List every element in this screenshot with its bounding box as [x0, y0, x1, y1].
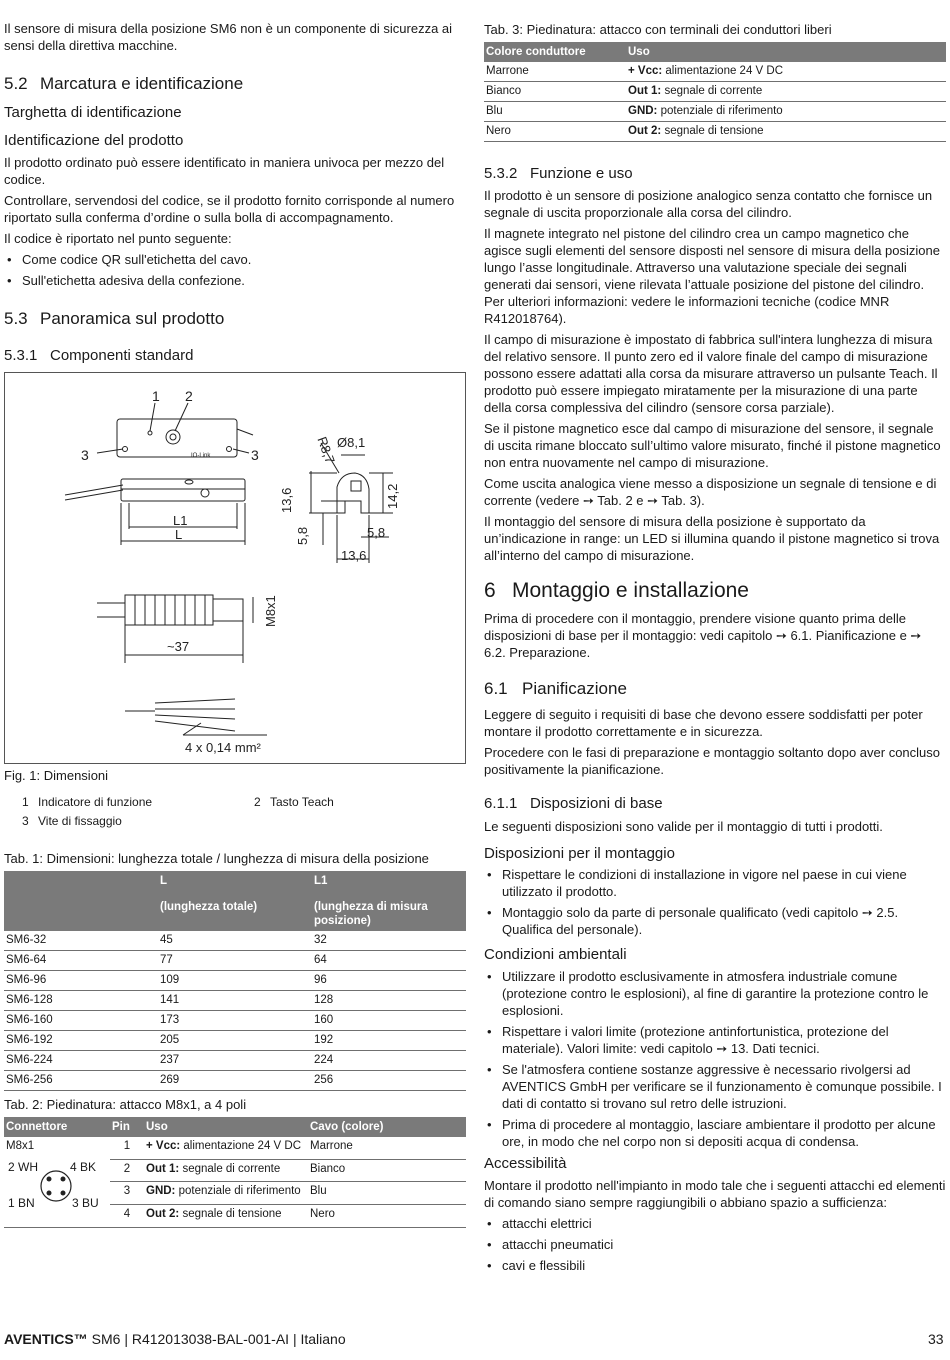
paragraph: Montare il prodotto nell'impianto in modo tale che i seguenti attacchi ed elementi di comando siano sempre raggiungibili o abbiano spazio a sufficienza: — [484, 1178, 946, 1210]
sensor-side-view — [121, 479, 245, 501]
table-cell: SM6-224 — [4, 1051, 158, 1071]
section-title: Pianificazione — [522, 679, 627, 698]
table-cell: SM6-128 — [4, 991, 158, 1011]
targhetta-heading: Targhetta di identificazione — [4, 104, 182, 121]
table-header: Uso — [626, 42, 946, 62]
intro-paragraph: Il sensore di misura della posizione SM6 non è un componente di sicurezza ai sensi della direttiva macchine. — [4, 21, 453, 53]
table-row — [4, 951, 466, 971]
list-item: • Se l'atmosfera contiene sostanze aggressive è necessario rivolgersi ad AVENTICS GmbH per verificare se il funzionamento è comunque possibile. I dati di contatto si trovano sul retro delle istruzioni. — [484, 1061, 946, 1112]
list-item: • Rispettare le condizioni di installazione in vigore nel paese in cui viene utilizzato il prodotto. — [484, 866, 946, 900]
table-header — [4, 871, 158, 931]
dim-13-6-vertical: 13,6 — [279, 487, 294, 513]
figure-caption: Fig. 1: Dimensioni — [4, 768, 109, 783]
paragraph: Il prodotto ordinato può essere identificato in maniera univoca per mezzo del codice. — [4, 155, 445, 187]
cable — [65, 485, 123, 495]
page-footer — [4, 1331, 346, 1347]
list-item: • Come codice QR sull'etichetta del cavo. — [4, 251, 466, 268]
table-cell: 237 — [158, 1051, 312, 1071]
table-header: Pin — [110, 1117, 144, 1137]
table-cell: 45 — [158, 931, 312, 951]
table-cell: SM6-64 — [4, 951, 158, 971]
table-row — [4, 931, 466, 951]
section-5-2-heading — [4, 74, 243, 94]
table-header: Uso — [144, 1117, 308, 1137]
m8-socket-icon — [36, 1166, 76, 1206]
section-title: Panoramica sul prodotto — [40, 309, 225, 328]
paragraph: Controllare, servendosi del codice, se il prodotto fornito corrisponde al numero riportato sulla conferma d’ordine o sulla bolla di accompagnamento. — [4, 193, 455, 225]
table-row — [4, 971, 466, 991]
teach-button-shape — [166, 430, 180, 444]
function-body — [484, 187, 946, 568]
table-3-caption: Tab. 3: Piedinatura: attacco con terminali dei conduttori liberi — [484, 22, 832, 37]
identification-heading: Identificazione del prodotto — [4, 132, 184, 149]
table-3-pinout-free-ends — [484, 42, 946, 142]
paragraph: Il campo di misurazione è impostato di fabbrica sull'intera lunghezza di misura del relativo sensore. Il punto zero ed il valore finale del campo di misurazione possono essere adattati alla corsa da misurare attraverso un pulsante Teach. Il prodotto può essere impiegato miratamente per la misurazione di una parte della corsa complessiva del cilindro (sensore corsa parziale). — [484, 332, 938, 415]
section-title: Componenti standard — [50, 347, 194, 364]
table-row — [4, 1011, 466, 1031]
section-5-3-heading — [4, 309, 224, 329]
chapter-title: Montaggio e installazione — [512, 579, 749, 602]
dim-37: ~37 — [167, 639, 190, 654]
table-header: L (lunghezza totale) — [158, 871, 312, 931]
list-item: • Rispettare i valori limite (protezione antinfortunistica, protezione del materiale). Valori limite: vedi capitolo ➙ 13. Dati tecnici. — [484, 1023, 946, 1057]
section-title: Disposizioni di base — [530, 795, 663, 812]
table-cell: SM6-32 — [4, 931, 158, 951]
planning-body — [484, 706, 946, 782]
table-cell: 173 — [158, 1011, 312, 1031]
table-2-caption: Tab. 2: Piedinatura: attacco M8x1, a 4 poli — [4, 1097, 247, 1112]
table-row: 4 Out 2: segnale di tensione Nero — [4, 1205, 466, 1228]
table-row — [4, 991, 466, 1011]
table-header: Connettore — [4, 1117, 110, 1137]
environment-heading: Condizioni ambientali — [484, 946, 627, 963]
dim-l1: L1 — [173, 513, 188, 528]
profile-cross-section — [337, 473, 369, 513]
table-header: L1 (lunghezza di misura posizione) — [312, 871, 466, 931]
table-cell: 128 — [312, 991, 466, 1011]
dim-radius: R8,7 — [314, 434, 338, 466]
paragraph: Il montaggio del sensore di misura della posizione è supportato da un’indicazione in range: un LED si illumina quando il pistone magnetico si trova all’interno del campo di misurazione. — [484, 514, 940, 563]
list-item: • Montaggio solo da parte di personale qualificato (vedi capitolo ➙ 2.5. Qualifica del personale). — [484, 904, 946, 938]
table-cell: 160 — [312, 1011, 466, 1031]
table-cell: 96 — [312, 971, 466, 991]
table-header: Colore conduttore — [484, 42, 626, 62]
paragraph: Se il pistone magnetico esce dal campo di misurazione del sensore, il segnale di uscita rimane bloccato sull’ultimo valore misurato, finché il pistone magnetico non entra nuovamente nel campo di misurazione. — [484, 421, 941, 470]
table-cell: 256 — [312, 1071, 466, 1091]
document-info: SM6 | R412013038-BAL-001-AI | Italiano — [87, 1331, 346, 1347]
table-cell: SM6-256 — [4, 1071, 158, 1091]
function-indicator-shape — [148, 431, 152, 435]
environment-list — [484, 968, 946, 1154]
table-2-pinout-m8 — [4, 1117, 466, 1228]
paragraph: Il magnete integrato nel pistone del cilindro crea un campo magnetico che agisce sugli elementi del sensore disposti nel sensore di misura della posizione lungo l’asse longitudinale. Attraverso una valutazione speciale dei segnali generati dai sensori, viene rilevata l’attuale posizione del pistone del cilindro. Per ulteriori informazioni: vedere le informazioni tecniche (codice MNR R412018764). — [484, 226, 940, 326]
table-row: Bianco Out 1: segnale di corrente — [484, 82, 946, 102]
accessibility-list — [484, 1215, 946, 1278]
section-number: 5.3 — [4, 309, 28, 328]
list-item: • Prima di procedere al montaggio, lasciare ambientare il prodotto per alcune ore, in modo che nel corpo non si depositi acqua di condensa. — [484, 1116, 946, 1150]
list-item: • Sull'etichetta adesiva della confezione. — [4, 272, 466, 289]
table-cell: 205 — [158, 1031, 312, 1051]
section-number: 5.3.2 — [484, 165, 518, 182]
table-row: Nero Out 2: segnale di tensione — [484, 122, 946, 142]
section-6-1-heading — [484, 679, 627, 699]
label-2: 2 — [185, 388, 193, 404]
dimensions-drawing — [5, 373, 465, 763]
section-6-1-1-heading — [484, 795, 663, 812]
label-1: 1 — [152, 388, 160, 404]
dim-l: L — [175, 527, 183, 542]
brand-name: AVENTICS™ — [4, 1331, 88, 1347]
dim-14-2: 14,2 — [385, 483, 400, 509]
m8-connector — [125, 595, 213, 625]
paragraph: Leggere di seguito i requisiti di base che devono essere soddisfatti per poter montare il prodotto correttamente e in sicurezza. — [484, 707, 923, 739]
section-5-3-2-heading — [484, 165, 633, 182]
table-cell: 32 — [312, 931, 466, 951]
table-row — [4, 1031, 466, 1051]
legend-item: 2 Tasto Teach — [254, 795, 334, 809]
section-number: 5.2 — [4, 74, 28, 93]
table-cell: 192 — [312, 1031, 466, 1051]
section-number: 5.3.1 — [4, 347, 38, 364]
section-title: Funzione e uso — [530, 165, 633, 182]
chapter-number: 6 — [484, 579, 496, 602]
pin-label: 2 WH — [8, 1160, 38, 1174]
chapter-6-heading — [484, 579, 749, 603]
label-3-right: 3 — [251, 447, 259, 463]
accessibility-heading: Accessibilità — [484, 1155, 567, 1172]
table-row: Marrone + Vcc: alimentazione 24 V DC — [484, 62, 946, 82]
wire-section-label: 4 x 0,14 mm² — [185, 740, 261, 755]
table-1-caption: Tab. 1: Dimensioni: lunghezza totale / lunghezza di misura della posizione — [4, 851, 429, 866]
fixing-screw-left — [123, 447, 128, 452]
dim-5-8-horizontal: 5,8 — [367, 525, 386, 540]
section-5-3-1-heading — [4, 347, 193, 364]
paragraph: Come uscita analogica viene messo a disposizione un segnale di tensione e di corrente (vedere ➙ Tab. 2 e ➙ Tab. 3). — [484, 476, 937, 508]
table-row: 3 GND: potenziale di riferimento Blu — [4, 1182, 466, 1205]
paragraph: Le seguenti disposizioni sono valide per il montaggio di tutti i prodotti. — [484, 819, 883, 834]
table-row — [4, 1051, 466, 1071]
fixing-screw-right — [227, 447, 232, 452]
dim-diameter: Ø8,1 — [337, 435, 366, 450]
m8-pin-diagram — [6, 1154, 106, 1216]
paragraph: Prima di procedere con il montaggio, prendere visione quanto prima delle disposizioni di base per il montaggio: vedi capitolo ➙ 6.1. Pianificazione e ➙ 6.2. Preparazione. — [484, 611, 922, 660]
paragraph: Procedere con le fasi di preparazione e montaggio soltanto dopo aver concluso positivamente la pianificazione. — [484, 745, 941, 777]
table-cell: SM6-160 — [4, 1011, 158, 1031]
table-row — [4, 1071, 466, 1091]
list-item: • attacchi elettrici — [484, 1215, 946, 1232]
dimensions-figure — [4, 372, 466, 764]
paragraph: Il prodotto è un sensore di posizione analogico senza contatto che fornisce un segnale di uscita proporzionale alla corsa del cilindro. — [484, 188, 933, 220]
dim-13-6-horizontal: 13,6 — [341, 548, 367, 563]
table-cell: 109 — [158, 971, 312, 991]
dim-m8x1: M8x1 — [263, 595, 278, 627]
section-number: 6.1 — [484, 679, 508, 698]
paragraph: Il codice è riportato nel punto seguente: — [4, 231, 232, 246]
section-number: 6.1.1 — [484, 795, 518, 812]
list-item: • attacchi pneumatici — [484, 1236, 946, 1253]
table-1-dimensions — [4, 871, 466, 1091]
pin-label: 4 BK — [70, 1160, 97, 1174]
table-row: M8x1 2 WH 4 BK 1 BN 3 BU 1 + Vcc: alimentazione 24 V DC Marrone — [4, 1137, 466, 1159]
table-cell: 77 — [158, 951, 312, 971]
table-cell: 224 — [312, 1051, 466, 1071]
table-row: Blu GND: potenziale di riferimento — [484, 102, 946, 122]
table-cell: SM6-192 — [4, 1031, 158, 1051]
legend-item: 1 Indicatore di funzione — [22, 795, 153, 809]
connector-cell: M8x1 2 WH 4 BK 1 BN 3 BU — [4, 1137, 110, 1228]
identification-body — [4, 154, 466, 293]
legend-item: 3 Vite di fissaggio — [22, 814, 122, 828]
mounting-rules-list — [484, 866, 946, 942]
table-cell: SM6-96 — [4, 971, 158, 991]
pin-label: 3 BU — [72, 1196, 99, 1210]
table-cell: 269 — [158, 1071, 312, 1091]
page-number: 33 — [928, 1331, 944, 1347]
section-title: Marcatura e identificazione — [40, 74, 244, 93]
label-3-left: 3 — [81, 447, 89, 463]
sensor-top-view — [117, 419, 237, 457]
dim-5-8-vertical: 5,8 — [295, 526, 310, 545]
table-cell: 141 — [158, 991, 312, 1011]
table-header: Cavo (colore) — [308, 1117, 466, 1137]
list-item: • Utilizzare il prodotto esclusivamente in atmosfera industriale comune (protezione contro le esplosioni), al fine di garantire la protezione contro le esplosioni. — [484, 968, 946, 1019]
pin-label: 1 BN — [8, 1196, 35, 1210]
io-link-mark: IO-Link — [191, 453, 211, 459]
code-location-list — [4, 251, 466, 289]
list-item: • cavi e flessibili — [484, 1257, 946, 1274]
table-row: 2 Out 1: segnale di corrente Bianco — [4, 1159, 466, 1182]
table-cell: 64 — [312, 951, 466, 971]
mounting-rules-heading: Disposizioni per il montaggio — [484, 845, 675, 862]
